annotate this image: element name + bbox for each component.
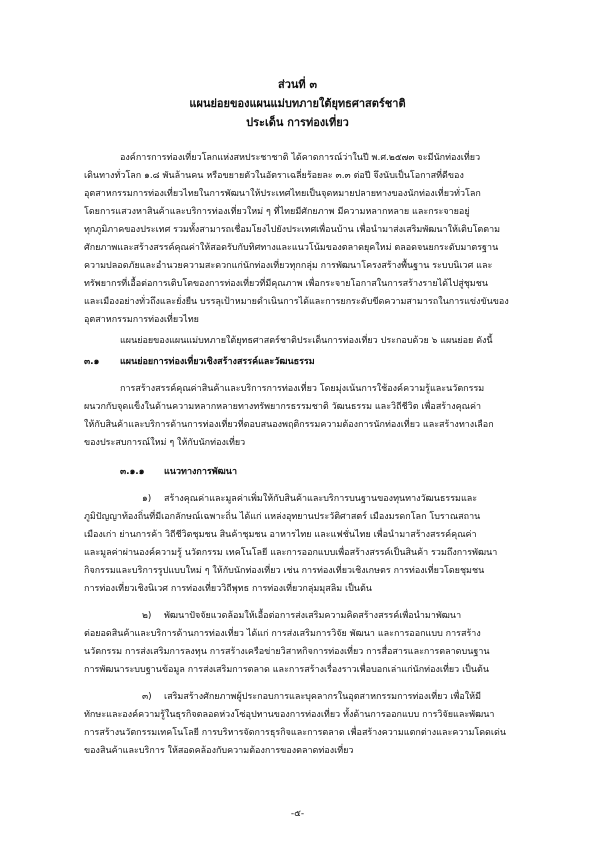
item-line: กิจกรรมและบริการรูปแบบใหม่ ๆ ให้กับนักท่องเที่ยว เช่น การท่องเที่ยวเชิงเกษตร การท่องเที่ยวโดยชุมชน <box>84 566 485 576</box>
page-number: -๕- <box>290 809 305 819</box>
item-line: ต่อยอดสินค้าและบริการด้านการท่องเที่ยว ได้แก่ การส่งเสริมการวิจัย พัฒนา และการออกแบบ การสร้าง <box>84 629 481 639</box>
intro-line: โดยการแสวงหาสินค้าและบริการท่องเที่ยวใหม่ ๆ ที่ไทยมีศักยภาพ มีความหลากหลาย และกระจายอยู่ <box>84 207 470 217</box>
item-number: ๒) <box>142 611 152 621</box>
item-line: การพัฒนาระบบฐานข้อมูล การส่งเสริมการตลาด และการสร้างเรื่องราวเพื่อบอกเล่าแก่นักท่องเที่ยว เป็นต้น <box>84 665 490 675</box>
intro-line: องค์การการท่องเที่ยวโลกแห่งสหประชาชาติ ได้คาดการณ์ว่าในปี พ.ศ.๒๕๗๓ จะมีนักท่องเที่ยว <box>120 153 481 163</box>
intro-line: ทรัพยากรที่เอื้อต่อการเติบโตของการท่องเที่ยวที่มีคุณภาพ เพื่อกระจายโอกาสในการสร้างรายได้ไปสู่ชุมชน <box>84 279 488 289</box>
section-line: ให้กับสินค้าและบริการด้านการท่องเที่ยวที่ตอบสนองพฤติกรรมความต้องการนักท่องเที่ยว และสร้างทางเลือก <box>84 420 494 430</box>
issue-title: ประเด็น การท่องเที่ยว <box>246 116 349 129</box>
intro-line: ความปลอดภัยและอำนวยความสะดวกแก่นักท่องเที่ยวทุกกลุ่ม การพัฒนาโครงสร้างพื้นฐาน ระบบนิเวศ และ <box>84 261 493 271</box>
section-line: ผนวกกับจุดแข็งในด้านความหลากหลายทางทรัพยากรธรรมชาติ วัฒนธรรม และวิถีชีวิต เพื่อสร้างคุณค่า <box>84 402 482 412</box>
item-line: ทักษะและองค์ความรู้ในธุรกิจตลอดห่วงโซ่อุปทานของการท่องเที่ยว ทั้งด้านการออกแบบ การวิจัยและพัฒนา <box>84 710 495 720</box>
intro-summary: แผนย่อยของแผนแม่บทภายใต้ยุทธศาสตร์ชาติประเด็นการท่องเที่ยว ประกอบด้วย ๖ แผนย่อย ดังนี้ <box>120 336 493 346</box>
page-title: แผนย่อยของแผนแม่บทภายใต้ยุทธศาสตร์ชาติ <box>189 97 406 110</box>
item-line: การท่องเที่ยวเชิงนิเวศ การท่องเที่ยววิถีพุทธ การท่องเที่ยวกลุ่มมุสลิม เป็นต้น <box>84 584 372 594</box>
intro-line: และเมืองอย่างทั่วถึงและยั่งยืน บรรลุเป้าหมายดำเนินการได้และการยกระดับขีดความสามารถในการแข่งขันของ <box>84 297 509 307</box>
section-number: ๓.๑ <box>84 357 100 367</box>
intro-line: อุตสาหกรรมการท่องเที่ยวไทยในการพัฒนาให้ประเทศไทยเป็นจุดหมายปลายทางของนักท่องเที่ยวทั่วโลก <box>84 189 481 199</box>
part-number: ส่วนที่ ๓ <box>277 78 317 91</box>
item-line: ภูมิปัญญาท้องถิ่นที่มีเอกลักษณ์เฉพาะถิ่น ได้แก่ แหล่งอุทยานประวัติศาสตร์ เมืองมรดกโลก โบราณสถาน <box>84 512 481 522</box>
intro-line: อุตสาหกรรมการท่องเที่ยวไทย <box>84 315 199 325</box>
item-line: การสร้างนวัตกรรมเทคโนโลยี การบริหารจัดการธุรกิจและการตลาด เพื่อสร้างความแตกต่างและความโดดเด่น <box>84 728 506 738</box>
intro-line: ศักยภาพและสร้างสรรค์คุณค่าให้สอดรับกับทิศทางและแนวโน้มของตลาดยุคใหม่ ตลอดจนยกระดับมาตรฐาน <box>84 243 499 253</box>
item-line: และมูลค่าผ่านองค์ความรู้ นวัตกรรม เทคโนโลยี และการออกแบบเพื่อสร้างสรรค์เป็นสินค้า รวมถึงการพัฒนา <box>84 548 498 558</box>
intro-line: ทุกภูมิภาคของประเทศ รวมทั้งสามารถเชื่อมโยงไปยังประเทศเพื่อนบ้าน เพื่อนำมาส่งเสริมพัฒนาให้เติบโตตาม <box>84 225 501 235</box>
section-line: ของประสบการณ์ใหม่ ๆ ให้กับนักท่องเที่ยว <box>84 438 246 448</box>
item-line: ของสินค้าและบริการ ให้สอดคล้องกับความต้องการของตลาดท่องเที่ยว <box>84 746 354 756</box>
subsection-heading: แนวทางการพัฒนา <box>164 467 237 477</box>
item-line: นวัตกรรม การส่งเสริมการลงทุน การสร้างเครือข่ายวิสาหกิจการท่องเที่ยว การสื่อสารและการตลาดบนฐาน <box>84 647 490 657</box>
item-line: เมืองเก่า ย่านการค้า วิถีชีวิตชุมชน สินค้าชุมชน อาหารไทย และแฟชั่นไทย เพื่อนำมาสร้างสรรค์คุณค่า <box>84 530 477 540</box>
item-line: พัฒนาปัจจัยแวดล้อมให้เอื้อต่อการส่งเสริมความคิดสร้างสรรค์เพื่อนำมาพัฒนา <box>164 611 462 621</box>
intro-line: เดินทางทั่วโลก ๑.๘ พันล้านคน หรือขยายตัวในอัตราเฉลี่ยร้อยละ ๓.๓ ต่อปี จึงนับเป็นโอกาสที่ดีของ <box>84 171 464 181</box>
item-number: ๑) <box>142 494 152 504</box>
item-line: เสริมสร้างศักยภาพผู้ประกอบการและบุคลากรในอุตสาหกรรมการท่องเที่ยว เพื่อให้มี <box>164 692 482 702</box>
section-line: การสร้างสรรค์คุณค่าสินค้าและบริการการท่องเที่ยว โดยมุ่งเน้นการใช้องค์ความรู้และนวัตกรรม <box>120 384 485 394</box>
item-number: ๓) <box>142 692 152 702</box>
section-heading: แผนย่อยการท่องเที่ยวเชิงสร้างสรรค์และวัฒนธรรม <box>120 357 315 367</box>
item-line: สร้างคุณค่าและมูลค่าเพิ่มให้กับสินค้าและบริการบนฐานของทุนทางวัฒนธรรมและ <box>164 494 478 504</box>
subsection-number: ๓.๑.๑ <box>120 467 145 477</box>
